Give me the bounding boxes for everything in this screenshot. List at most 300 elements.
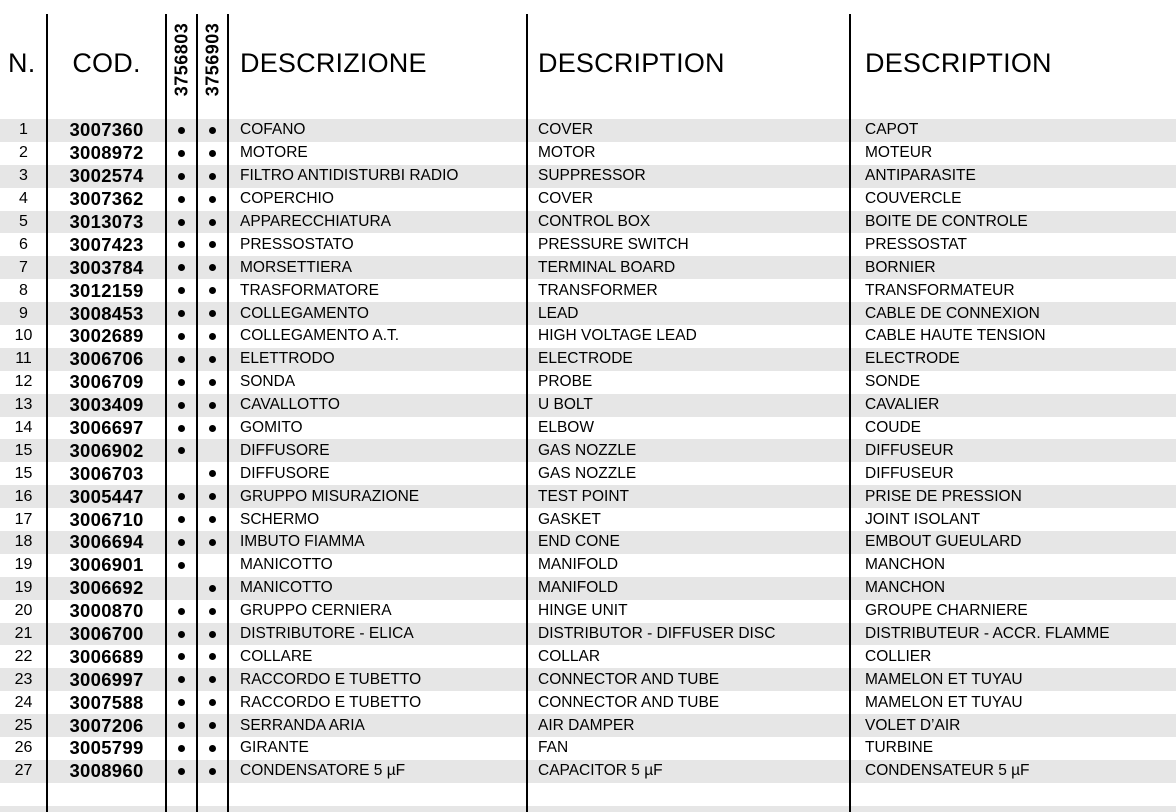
model-803-cell: [166, 233, 197, 256]
model-903-cell: [197, 554, 228, 577]
model-903-cell: [197, 462, 228, 485]
part-code-cell: 3006697: [69, 417, 144, 439]
description-fr-cell: MAMELON ET TUYAU: [865, 670, 1023, 688]
availability-dot: [178, 196, 185, 203]
availability-dot: [209, 379, 216, 386]
model-803-cell: [166, 508, 197, 531]
availability-dot: [209, 196, 216, 203]
description-en-cell: CAPACITOR 5 µF: [538, 762, 663, 780]
row-number-cell: 21: [14, 625, 33, 643]
table-body: [0, 119, 1176, 812]
availability-dot: [209, 745, 216, 752]
row-number-cell: 17: [14, 510, 33, 528]
description-en-cell: PROBE: [538, 373, 593, 391]
description-fr-cell: COUDE: [865, 419, 921, 437]
description-en-cell: ELBOW: [538, 419, 594, 437]
description-it-cell: SERRANDA ARIA: [240, 716, 365, 734]
table-row: [0, 577, 1176, 600]
header-description-en: DESCRIPTION: [538, 48, 725, 78]
description-en-cell: GAS NOZZLE: [538, 441, 637, 459]
model-903-cell: [197, 188, 228, 211]
column-divider: [849, 14, 851, 812]
description-it-cell: MANICOTTO: [240, 579, 333, 597]
model-803-cell: [166, 142, 197, 165]
description-fr-cell: ELECTRODE: [865, 350, 960, 368]
availability-dot: [178, 562, 185, 569]
model-903-cell: [197, 348, 228, 371]
table-row: [0, 165, 1176, 188]
column-divider: [227, 14, 229, 812]
availability-dot: [209, 470, 216, 477]
part-code-cell: 3007423: [69, 233, 144, 255]
availability-dot: [209, 219, 216, 226]
description-it-cell: DISTRIBUTORE - ELICA: [240, 625, 414, 643]
description-en-cell: ELECTRODE: [538, 350, 633, 368]
part-code-cell: 3012159: [69, 279, 144, 301]
model-803-cell: [166, 577, 197, 600]
description-fr-cell: SONDE: [865, 373, 921, 391]
table-row: [0, 394, 1176, 417]
part-code-cell: 3006694: [69, 531, 144, 553]
description-en-cell: U BOLT: [538, 396, 593, 414]
description-fr-cell: GROUPE CHARNIERE: [865, 602, 1028, 620]
model-903-cell: [197, 577, 228, 600]
description-fr-cell: DIFFUSEUR: [865, 441, 954, 459]
row-number-cell: 12: [14, 373, 33, 391]
model-803-cell: [166, 531, 197, 554]
description-it-cell: GOMITO: [240, 419, 303, 437]
part-code-cell: 3008453: [69, 302, 144, 324]
table-row: [0, 188, 1176, 211]
description-it-cell: RACCORDO E TUBETTO: [240, 693, 422, 711]
part-code-cell: 3006710: [69, 508, 144, 530]
description-it-cell: COPERCHIO: [240, 190, 334, 208]
row-number-cell: 3: [19, 167, 28, 185]
empty-row: [0, 783, 1176, 806]
model-803-cell: [166, 623, 197, 646]
model-903-cell: [197, 531, 228, 554]
model-903-cell: [197, 279, 228, 302]
description-en-cell: SUPPRESSOR: [538, 167, 646, 185]
table-row: [0, 302, 1176, 325]
availability-dot: [209, 425, 216, 432]
header-descrizione: DESCRIZIONE: [240, 48, 427, 78]
part-code-cell: 3006700: [69, 623, 144, 645]
model-803-cell: [166, 691, 197, 714]
description-fr-cell: CABLE HAUTE TENSION: [865, 327, 1046, 345]
availability-dot: [178, 379, 185, 386]
availability-dot: [209, 287, 216, 294]
table-row: [0, 439, 1176, 462]
model-803-cell: [166, 348, 197, 371]
model-803-cell: [166, 325, 197, 348]
model-803-cell: [166, 714, 197, 737]
availability-dot: [209, 768, 216, 775]
table-row: [0, 417, 1176, 440]
part-code-cell: 3008972: [69, 142, 144, 164]
availability-dot: [178, 287, 185, 294]
header-model-3756803: [166, 0, 197, 119]
description-it-cell: CONDENSATORE 5 µF: [240, 762, 406, 780]
row-number-cell: 9: [19, 304, 28, 322]
model-903-cell: [197, 714, 228, 737]
availability-dot: [178, 745, 185, 752]
availability-dot: [209, 310, 216, 317]
table-row: [0, 462, 1176, 485]
model-903-cell: [197, 737, 228, 760]
part-code-cell: 3006709: [69, 371, 144, 393]
availability-dot: [209, 402, 216, 409]
model-903-cell: [197, 417, 228, 440]
row-number-cell: 23: [14, 670, 33, 688]
availability-dot: [209, 516, 216, 523]
model-803-cell: [166, 394, 197, 417]
description-fr-cell: DIFFUSEUR: [865, 464, 954, 482]
description-fr-cell: COLLIER: [865, 647, 932, 665]
model-803-cell: [166, 485, 197, 508]
description-it-cell: GIRANTE: [240, 739, 309, 757]
part-code-cell: 3007206: [69, 714, 144, 736]
part-code-cell: 3002574: [69, 165, 144, 187]
row-number-cell: 19: [14, 579, 33, 597]
model-903-cell: [197, 623, 228, 646]
availability-dot: [178, 653, 185, 660]
model-903-cell: [197, 508, 228, 531]
description-it-cell: TRASFORMATORE: [240, 281, 379, 299]
column-divider: [165, 14, 167, 812]
row-number-cell: 4: [19, 190, 28, 208]
description-it-cell: DIFFUSORE: [240, 464, 330, 482]
availability-dot: [209, 585, 216, 592]
description-en-cell: END CONE: [538, 533, 620, 551]
header-model-3756903: [197, 0, 228, 119]
description-fr-cell: ANTIPARASITE: [865, 167, 976, 185]
description-it-cell: FILTRO ANTIDISTURBI RADIO: [240, 167, 459, 185]
part-code-cell: 3006901: [69, 554, 144, 576]
availability-dot: [178, 493, 185, 500]
part-code-cell: 3003784: [69, 256, 144, 278]
description-en-cell: PRESSURE SWITCH: [538, 235, 689, 253]
description-it-cell: COLLEGAMENTO: [240, 304, 369, 322]
row-number-cell: 7: [19, 258, 28, 276]
description-it-cell: GRUPPO MISURAZIONE: [240, 487, 420, 505]
table-row: [0, 485, 1176, 508]
description-fr-cell: MOTEUR: [865, 144, 933, 162]
description-en-cell: TEST POINT: [538, 487, 630, 505]
header-number: N.: [8, 48, 36, 78]
empty-row: [0, 806, 1176, 812]
description-en-cell: TRANSFORMER: [538, 281, 658, 299]
table-row: [0, 668, 1176, 691]
header-description-fr: DESCRIPTION: [865, 48, 1052, 78]
row-number-cell: 22: [14, 647, 33, 665]
description-it-cell: DIFFUSORE: [240, 441, 330, 459]
model-903-cell: [197, 302, 228, 325]
description-it-cell: RACCORDO E TUBETTO: [240, 670, 422, 688]
table-row: [0, 531, 1176, 554]
description-en-cell: GAS NOZZLE: [538, 464, 637, 482]
part-code-cell: 3007362: [69, 188, 144, 210]
availability-dot: [209, 241, 216, 248]
model-803-cell: [166, 119, 197, 142]
model-803-cell: [166, 668, 197, 691]
row-number-cell: 6: [19, 235, 28, 253]
part-code-cell: 3006902: [69, 439, 144, 461]
table-row: [0, 348, 1176, 371]
table-row: [0, 737, 1176, 760]
availability-dot: [178, 150, 185, 157]
description-fr-cell: TRANSFORMATEUR: [865, 281, 1015, 299]
row-number-cell: 11: [15, 350, 32, 368]
row-number-cell: 14: [14, 419, 33, 437]
table-row: [0, 325, 1176, 348]
availability-dot: [209, 356, 216, 363]
part-code-cell: 3008960: [69, 760, 144, 782]
availability-dot: [178, 333, 185, 340]
description-fr-cell: EMBOUT GUEULARD: [865, 533, 1022, 551]
description-fr-cell: PRISE DE PRESSION: [865, 487, 1022, 505]
availability-dot: [178, 241, 185, 248]
table-row: [0, 714, 1176, 737]
model-903-cell: [197, 142, 228, 165]
description-fr-cell: MANCHON: [865, 579, 946, 597]
description-it-cell: GRUPPO CERNIERA: [240, 602, 392, 620]
description-it-cell: MOTORE: [240, 144, 308, 162]
description-en-cell: COLLAR: [538, 647, 601, 665]
availability-dot: [178, 676, 185, 683]
availability-dot: [209, 608, 216, 615]
header-code: COD.: [72, 48, 141, 78]
availability-dot: [178, 516, 185, 523]
description-en-cell: HINGE UNIT: [538, 602, 628, 620]
availability-dot: [178, 631, 185, 638]
row-number-cell: 26: [14, 739, 33, 757]
row-number-cell: 18: [14, 533, 33, 551]
description-fr-cell: MANCHON: [865, 556, 946, 574]
row-number-cell: 8: [19, 281, 28, 299]
model-803-cell: [166, 211, 197, 234]
row-number-cell: 13: [14, 396, 33, 414]
description-fr-cell: CAPOT: [865, 121, 919, 139]
model-803-cell: [166, 760, 197, 783]
model-903-cell: [197, 691, 228, 714]
availability-dot: [178, 402, 185, 409]
availability-dot: [209, 127, 216, 134]
part-code-cell: 3007360: [69, 119, 144, 141]
model-803-cell: [166, 439, 197, 462]
model-3756903-label: 3756903: [202, 22, 223, 97]
description-fr-cell: COUVERCLE: [865, 190, 962, 208]
description-fr-cell: BOITE DE CONTROLE: [865, 213, 1028, 230]
availability-dot: [178, 539, 185, 546]
availability-dot: [209, 653, 216, 660]
model-3756803-label: 3756803: [171, 22, 192, 97]
table-row: [0, 554, 1176, 577]
description-en-cell: CONTROL BOX: [538, 213, 651, 230]
availability-dot: [178, 127, 185, 134]
column-divider: [46, 14, 48, 812]
availability-dot: [178, 356, 185, 363]
table-row: [0, 233, 1176, 256]
model-803-cell: [166, 417, 197, 440]
description-it-cell: COLLARE: [240, 647, 313, 665]
row-number-cell: 10: [14, 327, 33, 345]
availability-dot: [209, 150, 216, 157]
availability-dot: [209, 333, 216, 340]
table-row: [0, 623, 1176, 646]
row-number-cell: 20: [14, 602, 33, 620]
model-903-cell: [197, 233, 228, 256]
description-it-cell: CAVALLOTTO: [240, 396, 340, 414]
description-en-cell: LEAD: [538, 304, 579, 322]
table-row: [0, 279, 1176, 302]
part-code-cell: 3007588: [69, 691, 144, 713]
model-803-cell: [166, 645, 197, 668]
model-903-cell: [197, 119, 228, 142]
model-903-cell: [197, 165, 228, 188]
column-divider: [526, 14, 528, 812]
row-number-cell: 15: [14, 464, 33, 482]
availability-dot: [178, 425, 185, 432]
model-903-cell: [197, 485, 228, 508]
part-code-cell: 3006706: [69, 348, 144, 370]
model-903-cell: [197, 371, 228, 394]
description-en-cell: TERMINAL BOARD: [538, 258, 676, 276]
part-code-cell: 3005799: [69, 737, 144, 759]
description-it-cell: ELETTRODO: [240, 350, 335, 368]
description-it-cell: MANICOTTO: [240, 556, 333, 574]
row-number-cell: 5: [19, 213, 28, 230]
row-number-cell: 27: [14, 762, 33, 780]
part-code-cell: 3000870: [69, 600, 144, 622]
table-header: [0, 0, 1176, 119]
model-803-cell: [166, 371, 197, 394]
table-row: [0, 142, 1176, 165]
availability-dot: [178, 264, 185, 271]
model-903-cell: [197, 600, 228, 623]
row-number-cell: 25: [14, 716, 33, 734]
description-it-cell: COFANO: [240, 121, 306, 139]
part-code-cell: 3006692: [69, 577, 144, 599]
model-803-cell: [166, 737, 197, 760]
description-en-cell: MANIFOLD: [538, 579, 619, 597]
table-row: [0, 256, 1176, 279]
description-fr-cell: JOINT ISOLANT: [865, 510, 981, 528]
model-803-cell: [166, 165, 197, 188]
model-903-cell: [197, 394, 228, 417]
description-en-cell: MOTOR: [538, 144, 596, 162]
model-803-cell: [166, 279, 197, 302]
availability-dot: [209, 173, 216, 180]
part-code-cell: 3003409: [69, 394, 144, 416]
model-903-cell: [197, 325, 228, 348]
model-903-cell: [197, 211, 228, 234]
availability-dot: [209, 631, 216, 638]
model-803-cell: [166, 554, 197, 577]
availability-dot: [178, 768, 185, 775]
description-en-cell: GASKET: [538, 510, 601, 528]
column-divider: [196, 14, 198, 812]
availability-dot: [178, 722, 185, 729]
description-en-cell: FAN: [538, 739, 569, 757]
part-code-cell: 3005447: [69, 485, 144, 507]
description-en-cell: COVER: [538, 190, 594, 208]
description-fr-cell: CABLE DE CONNEXION: [865, 304, 1040, 322]
description-en-cell: CONNECTOR AND TUBE: [538, 670, 720, 688]
availability-dot: [178, 699, 185, 706]
description-en-cell: HIGH VOLTAGE LEAD: [538, 327, 697, 345]
model-903-cell: [197, 668, 228, 691]
part-code-cell: 3006689: [69, 645, 144, 667]
part-code-cell: 3006997: [69, 668, 144, 690]
description-fr-cell: TURBINE: [865, 739, 934, 757]
availability-dot: [178, 608, 185, 615]
row-number-cell: 24: [14, 693, 33, 711]
description-en-cell: COVER: [538, 121, 594, 139]
table-row: [0, 508, 1176, 531]
description-it-cell: SONDA: [240, 373, 296, 391]
description-en-cell: CONNECTOR AND TUBE: [538, 693, 720, 711]
model-903-cell: [197, 645, 228, 668]
description-fr-cell: BORNIER: [865, 258, 936, 276]
table-row: [0, 371, 1176, 394]
description-fr-cell: DISTRIBUTEUR - ACCR. FLAMME: [865, 625, 1110, 643]
availability-dot: [178, 310, 185, 317]
description-fr-cell: VOLET D’AIR: [865, 716, 961, 734]
table-row: [0, 119, 1176, 142]
description-it-cell: MORSETTIERA: [240, 258, 352, 276]
description-it-cell: IMBUTO FIAMMA: [240, 533, 365, 551]
availability-dot: [209, 722, 216, 729]
availability-dot: [209, 493, 216, 500]
table-row: [0, 760, 1176, 783]
row-number-cell: 15: [14, 441, 33, 459]
description-fr-cell: PRESSOSTAT: [865, 235, 967, 253]
description-fr-cell: CAVALIER: [865, 396, 940, 414]
model-903-cell: [197, 439, 228, 462]
description-en-cell: AIR DAMPER: [538, 716, 635, 734]
part-code-cell: 3006703: [69, 462, 144, 484]
table-row: [0, 691, 1176, 714]
availability-dot: [209, 699, 216, 706]
description-en-cell: DISTRIBUTOR - DIFFUSER DISC: [538, 625, 776, 643]
table-row: [0, 211, 1176, 234]
description-it-cell: COLLEGAMENTO A.T.: [240, 327, 400, 345]
model-803-cell: [166, 462, 197, 485]
part-code-cell: 3002689: [69, 325, 144, 347]
availability-dot: [209, 264, 216, 271]
description-en-cell: MANIFOLD: [538, 556, 619, 574]
model-903-cell: [197, 256, 228, 279]
availability-dot: [209, 676, 216, 683]
model-803-cell: [166, 600, 197, 623]
row-number-cell: 1: [19, 121, 28, 139]
row-number-cell: 16: [14, 487, 33, 505]
row-number-cell: 2: [19, 144, 28, 162]
description-fr-cell: CONDENSATEUR 5 µF: [865, 762, 1030, 780]
availability-dot: [178, 447, 185, 454]
description-it-cell: APPARECCHIATURA: [240, 213, 392, 230]
model-803-cell: [166, 188, 197, 211]
availability-dot: [178, 219, 185, 226]
model-803-cell: [166, 256, 197, 279]
availability-dot: [209, 539, 216, 546]
description-fr-cell: MAMELON ET TUYAU: [865, 693, 1023, 711]
row-number-cell: 19: [14, 556, 33, 574]
model-803-cell: [166, 302, 197, 325]
table-row: [0, 645, 1176, 668]
table-row: [0, 600, 1176, 623]
